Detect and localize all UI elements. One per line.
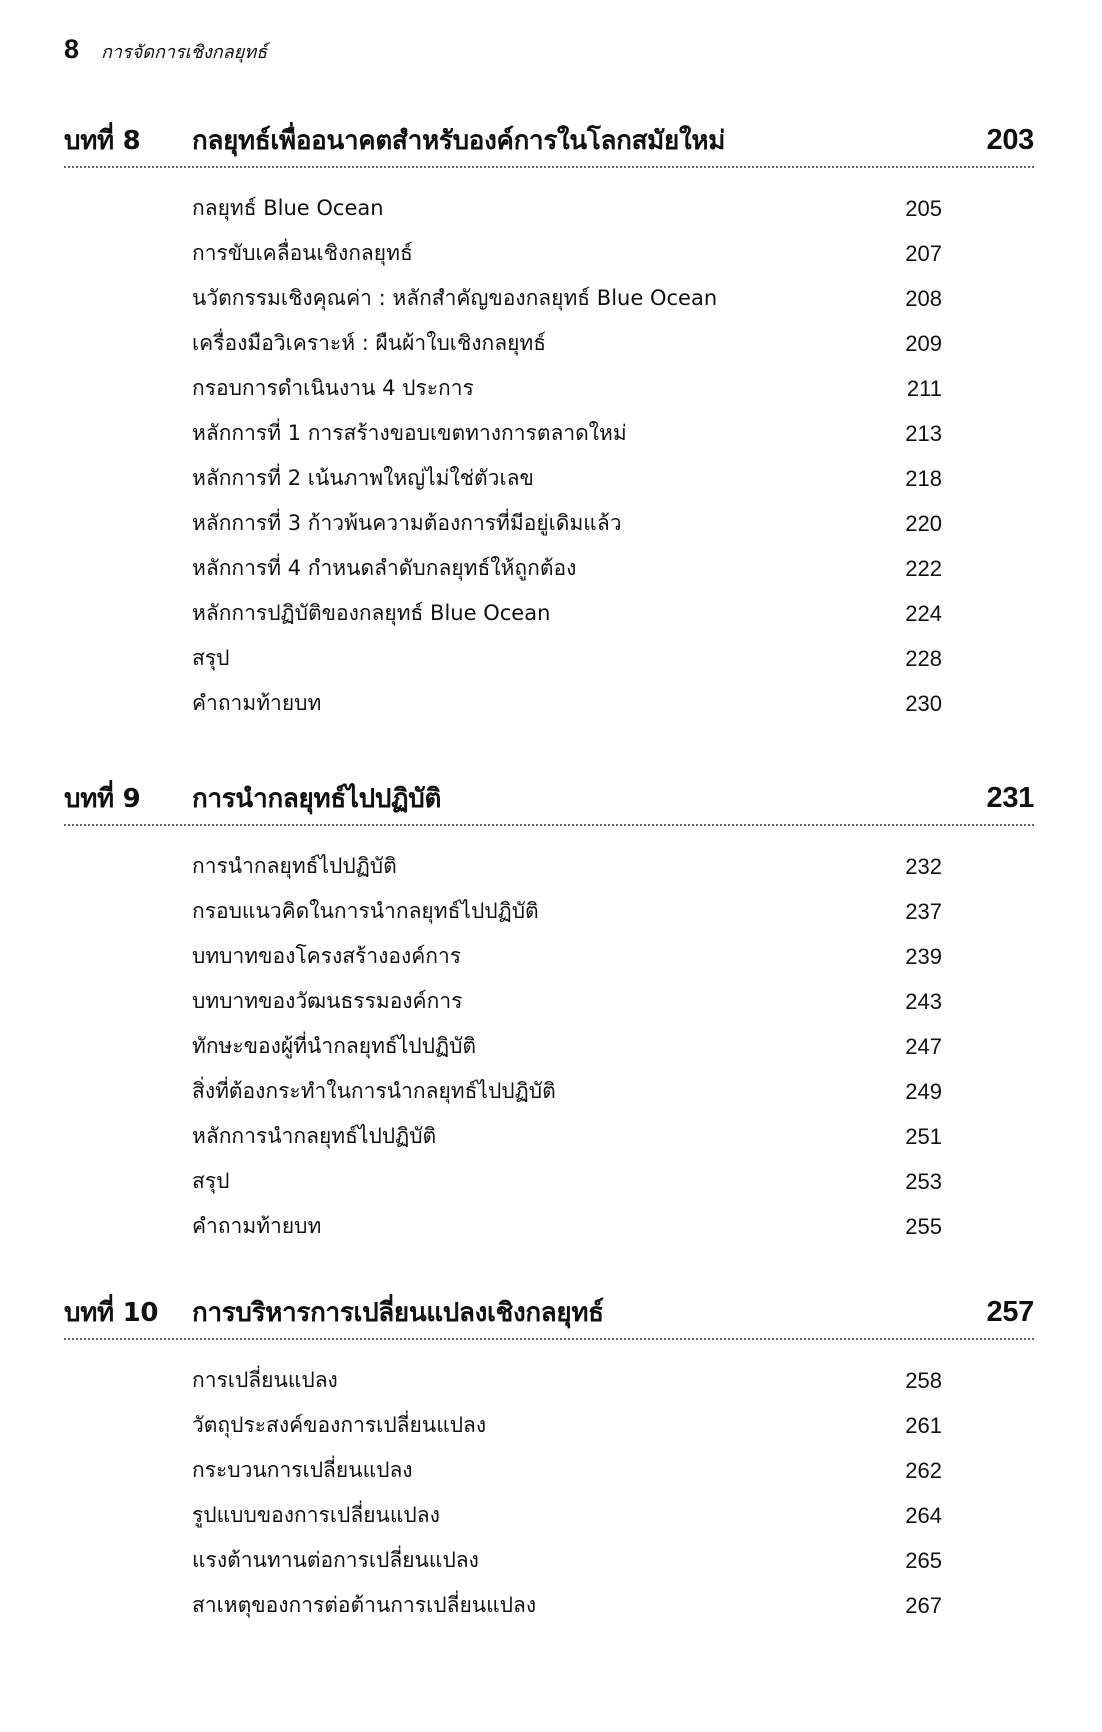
toc-entry-title: สรุป — [192, 646, 230, 670]
toc-entry-page: 232 — [905, 853, 942, 879]
chapter-heading — [64, 1290, 1034, 1334]
toc-entry-page: 239 — [905, 943, 942, 969]
toc-entry-page: 265 — [905, 1547, 942, 1573]
dotted-divider — [64, 824, 1034, 826]
toc-entry-title: หลักการปฏิบัติของกลยุทธ์ Blue Ocean — [192, 601, 551, 625]
toc-entry — [64, 1204, 1034, 1249]
toc-entry-page: 249 — [905, 1078, 942, 1104]
toc-entry-page: 253 — [905, 1168, 942, 1194]
toc-entry — [64, 231, 1034, 276]
toc-entry-page: 237 — [905, 898, 942, 924]
toc-entry-page: 251 — [905, 1123, 942, 1149]
toc-entry — [64, 1358, 1034, 1403]
toc-entry-title: หลักการนำกลยุทธ์ไปปฏิบัติ — [192, 1124, 437, 1148]
toc-entry-title: หลักการที่ 3 ก้าวพ้นความต้องการที่มีอยู่เดิมแล้ว — [192, 511, 622, 535]
toc-entry — [64, 636, 1034, 681]
toc-entry — [64, 1493, 1034, 1538]
toc-entry-page: 222 — [905, 555, 942, 581]
dotted-divider — [64, 166, 1034, 168]
toc-entry — [64, 979, 1034, 1024]
toc-entry — [64, 1069, 1034, 1114]
toc-entry-title: แรงต้านทานต่อการเปลี่ยนแปลง — [192, 1548, 479, 1572]
toc-entry-page: 230 — [905, 690, 942, 716]
toc-entry-title: คำถามท้ายบท — [192, 1214, 322, 1238]
toc-entry-page: 213 — [905, 420, 942, 446]
toc-entry — [64, 1024, 1034, 1069]
toc-entry — [64, 321, 1034, 366]
toc-entry — [64, 1114, 1034, 1159]
toc-entry-title: หลักการที่ 4 กำหนดลำดับกลยุทธ์ให้ถูกต้อง — [192, 556, 577, 580]
toc-entry-title: ทักษะของผู้ที่นำกลยุทธ์ไปปฏิบัติ — [192, 1034, 477, 1058]
toc-entry-page: 205 — [905, 195, 942, 221]
toc-entry-title: กรอบการดำเนินงาน 4 ประการ — [192, 376, 474, 400]
toc-entry-title: หลักการที่ 2 เน้นภาพใหญ่ไม่ใช่ตัวเลข — [192, 466, 534, 490]
toc-entry — [64, 501, 1034, 546]
toc-entry-title: กระบวนการเปลี่ยนแปลง — [192, 1458, 413, 1482]
toc-entry-page: 208 — [905, 285, 942, 311]
toc-entry-page: 255 — [905, 1213, 942, 1239]
toc-entry-page: 247 — [905, 1033, 942, 1059]
dotted-divider — [64, 1338, 1034, 1340]
chapter-title: กลยุทธ์เพื่ออนาคตสำหรับองค์การในโลกสมัยใหม่ — [192, 125, 726, 156]
toc-entry-page: 264 — [905, 1502, 942, 1528]
toc-entry — [64, 934, 1034, 979]
toc-entry — [64, 889, 1034, 934]
toc-entry-page: 258 — [905, 1367, 942, 1393]
toc-entry-page: 267 — [905, 1592, 942, 1618]
running-title: การจัดการเชิงกลยุทธ์ — [101, 42, 268, 63]
page-number: 8 — [64, 34, 80, 64]
toc-entry-title: หลักการที่ 1 การสร้างขอบเขตทางการตลาดใหม่ — [192, 421, 627, 445]
page-header — [64, 34, 267, 74]
chapter-heading — [64, 776, 1034, 820]
toc-entry-title: สิ่งที่ต้องกระทำในการนำกลยุทธ์ไปปฏิบัติ — [192, 1079, 556, 1103]
chapter-9 — [64, 776, 1034, 1249]
toc-entry-page: 228 — [905, 645, 942, 671]
toc-entry-page: 243 — [905, 988, 942, 1014]
toc-entry — [64, 1448, 1034, 1493]
toc-entry — [64, 591, 1034, 636]
toc-entry — [64, 456, 1034, 501]
toc-list — [64, 844, 1034, 1249]
toc-entry-title: การนำกลยุทธ์ไปปฏิบัติ — [192, 854, 397, 878]
toc-entry — [64, 411, 1034, 456]
toc-entry-page: 211 — [906, 375, 942, 401]
chapter-page-number: 257 — [986, 1295, 1034, 1328]
toc-entry-title: การเปลี่ยนแปลง — [192, 1368, 338, 1392]
chapter-page-number: 231 — [986, 781, 1034, 814]
toc-entry-page: 209 — [905, 330, 942, 356]
toc-entry-title: บทบาทของวัฒนธรรมองค์การ — [192, 989, 463, 1013]
toc-entry-title: วัตถุประสงค์ของการเปลี่ยนแปลง — [192, 1413, 487, 1437]
chapter-8 — [64, 118, 1034, 726]
toc-entry-title: นวัตกรรมเชิงคุณค่า : หลักสำคัญของกลยุทธ์ Blue Ocean — [192, 286, 718, 310]
toc-entry-page: 207 — [905, 240, 942, 266]
chapter-title: การบริหารการเปลี่ยนแปลงเชิงกลยุทธ์ — [192, 1297, 604, 1328]
chapter-heading — [64, 118, 1034, 162]
toc-entry-title: กลยุทธ์ Blue Ocean — [192, 196, 384, 220]
toc-entry-page: 218 — [905, 465, 942, 491]
toc-entry-title: บทบาทของโครงสร้างองค์การ — [192, 944, 462, 968]
toc-list — [64, 1358, 1034, 1628]
toc-entry-title: สรุป — [192, 1169, 230, 1193]
toc-entry — [64, 1159, 1034, 1204]
chapter-10 — [64, 1290, 1034, 1628]
toc-entry-page: 220 — [905, 510, 942, 536]
toc-entry — [64, 546, 1034, 591]
toc-entry — [64, 1538, 1034, 1583]
toc-entry-page: 262 — [905, 1457, 942, 1483]
toc-entry — [64, 366, 1034, 411]
toc-entry-title: สาเหตุของการต่อต้านการเปลี่ยนแปลง — [192, 1593, 537, 1617]
chapter-label: บทที่ 9 — [64, 783, 141, 814]
toc-entry — [64, 276, 1034, 321]
toc-entry — [64, 844, 1034, 889]
toc-entry-page: 261 — [905, 1412, 942, 1438]
toc-entry — [64, 1583, 1034, 1628]
toc-entry — [64, 186, 1034, 231]
toc-entry — [64, 681, 1034, 726]
chapter-title: การนำกลยุทธ์ไปปฏิบัติ — [192, 783, 442, 814]
chapter-page-number: 203 — [986, 123, 1034, 156]
toc-list — [64, 186, 1034, 726]
toc-entry-page: 224 — [905, 600, 942, 626]
chapter-label: บทที่ 10 — [64, 1297, 159, 1328]
chapter-label: บทที่ 8 — [64, 125, 141, 156]
toc-entry-title: รูปแบบของการเปลี่ยนแปลง — [192, 1503, 440, 1527]
toc-entry-title: เครื่องมือวิเคราะห์ : ผืนผ้าใบเชิงกลยุทธ์ — [192, 331, 547, 355]
toc-entry-title: คำถามท้ายบท — [192, 691, 322, 715]
toc-entry-title: กรอบแนวคิดในการนำกลยุทธ์ไปปฏิบัติ — [192, 899, 539, 923]
toc-entry — [64, 1403, 1034, 1448]
toc-entry-title: การขับเคลื่อนเชิงกลยุทธ์ — [192, 241, 413, 265]
